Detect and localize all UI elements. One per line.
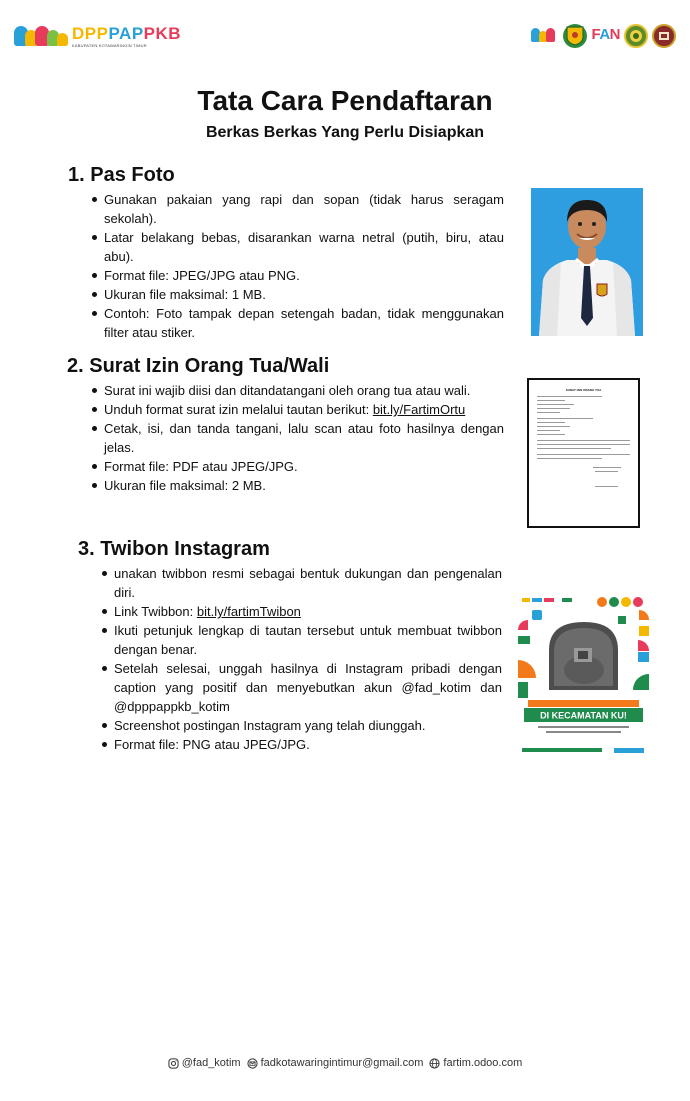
instagram-icon bbox=[168, 1058, 179, 1069]
list-item: Ukuran file maksimal: 2 MB. bbox=[90, 476, 504, 495]
list-item: Screenshot postingan Instagram yang telah diunggah. bbox=[100, 716, 502, 735]
section-twibbon bbox=[78, 538, 502, 754]
list-item: Ukuran file maksimal: 1 MB. bbox=[90, 285, 504, 304]
page-title: Tata Cara Pendaftaran bbox=[197, 85, 493, 116]
page-subtitle: Berkas Berkas Yang Perlu Disiapkan bbox=[205, 124, 485, 141]
footer-website[interactable]: fartim.odoo.com bbox=[429, 1057, 522, 1069]
partner-logos bbox=[531, 22, 676, 50]
globe-icon bbox=[429, 1058, 440, 1069]
dpppappkb-logo bbox=[14, 22, 181, 50]
list-item: Gunakan pakaian yang rapi dan sopan (tidak harus seragam sekolah). bbox=[90, 190, 504, 228]
surat-izin-link[interactable]: bit.ly/FartimOrtu bbox=[372, 402, 466, 417]
list-item: Ikuti petunjuk lengkap di tautan tersebut untuk membuat twibbon dengan benar. bbox=[100, 621, 502, 659]
list-item: Setelah selesai, unggah hasilnya di Instagram pribadi dengan caption yang positif dan menyebutkan akun @fad_kotim dan @dpppappkb_kotim bbox=[100, 659, 502, 716]
requirement-list bbox=[90, 190, 504, 342]
list-item: Format file: PDF atau JPEG/JPG. bbox=[90, 457, 504, 476]
section-surat-izin bbox=[67, 355, 504, 495]
organization-emblem-icon bbox=[652, 24, 676, 48]
list-item: Unduh format surat izin melalui tautan berikut: bit.ly/FartimOrtu bbox=[90, 400, 504, 419]
section-title: 3. Twibon Instagram bbox=[78, 538, 270, 560]
fan-logo-subtext bbox=[591, 42, 592, 46]
twibbon-banner-text: DI KECAMATAN KU! bbox=[540, 710, 627, 721]
example-photo bbox=[531, 188, 643, 336]
list-item: unakan twibbon resmi sebagai bentuk dukungan dan pengenalan diri. bbox=[100, 564, 502, 602]
student-portrait-image bbox=[531, 188, 643, 336]
requirement-list bbox=[90, 381, 504, 495]
surat-izin-preview bbox=[527, 378, 640, 528]
section-title: 1. Pas Foto bbox=[68, 164, 175, 186]
section-title: 2. Surat Izin Orang Tua/Wali bbox=[67, 355, 330, 377]
logo-subtext: KABUPATEN KOTAWARINGIN TIMUR bbox=[72, 42, 147, 48]
fan-logo: FAN bbox=[591, 27, 620, 46]
list-item: Latar belakang bebas, disarankan warna netral (putih, biru, atau abu). bbox=[90, 228, 504, 266]
twibbon-frame-image bbox=[518, 590, 649, 756]
list-item: Link Twibbon: bit.ly/fartimTwibon bbox=[100, 602, 502, 621]
family-icon bbox=[14, 22, 70, 50]
list-item: Cetak, isi, dan tanda tangani, lalu scan atau foto hasilnya dengan jelas. bbox=[90, 419, 504, 457]
footer-contacts bbox=[0, 1057, 690, 1069]
forum-emblem-icon bbox=[624, 24, 648, 48]
logo-brand-text: DPPPAPPKB bbox=[72, 23, 182, 43]
list-item: Surat ini wajib diisi dan ditandatangani oleh orang tua atau wali. bbox=[90, 381, 504, 400]
regency-emblem-icon bbox=[563, 24, 587, 48]
family-icon-small bbox=[531, 22, 559, 50]
list-item: Format file: PNG atau JPEG/JPG. bbox=[100, 735, 502, 754]
list-item: Contoh: Foto tampak depan setengah badan, tidak menggunakan filter atau stiker. bbox=[90, 304, 504, 342]
list-item: Format file: JPEG/JPG atau PNG. bbox=[90, 266, 504, 285]
header bbox=[0, 0, 690, 70]
footer-email[interactable]: fadkotawaringintimur@gmail.com bbox=[247, 1057, 424, 1069]
twibbon-link[interactable]: bit.ly/fartimTwibon bbox=[196, 604, 301, 619]
requirement-list bbox=[100, 564, 502, 754]
footer-instagram[interactable]: @fad_kotim bbox=[168, 1057, 241, 1069]
twibbon-preview bbox=[518, 590, 649, 756]
doc-heading: SURAT IZIN ORANG TUA bbox=[565, 388, 602, 392]
section-pas-foto bbox=[68, 164, 504, 342]
email-icon bbox=[247, 1058, 258, 1069]
